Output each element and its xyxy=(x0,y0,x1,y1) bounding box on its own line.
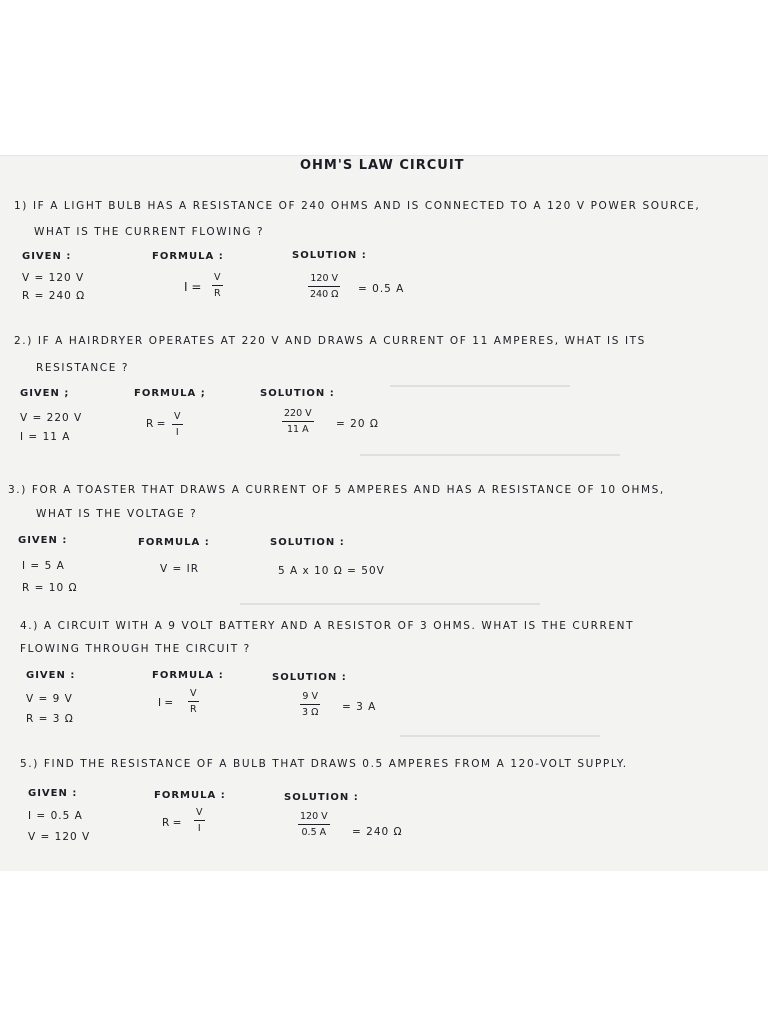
solution-label: SOLUTION : xyxy=(284,792,359,803)
solution-label: SOLUTION : xyxy=(260,388,335,399)
formula-fraction: V R xyxy=(214,272,221,299)
problem-2-question-line2: RESISTANCE ? xyxy=(36,362,130,374)
solution-fraction: 120 V 240 Ω xyxy=(310,273,339,300)
given-label: GIVEN : xyxy=(22,251,72,262)
given-label: GIVEN : xyxy=(26,670,76,681)
solution-result: = 0.5 A xyxy=(358,283,405,295)
formula-label: FORMULA : xyxy=(138,537,210,548)
solution-result: = 3 A xyxy=(342,701,377,713)
problem-5-question-line1: 5.) FIND THE RESISTANCE OF A BULB THAT DRAWS 0.5 AMPERES FROM A 120-VOLT SUPPLY. xyxy=(20,758,628,770)
formula-left: I = xyxy=(184,280,202,294)
given-value: V = 220 V xyxy=(20,412,83,424)
given-value: V = 9 V xyxy=(26,693,73,705)
formula-label: FORMULA : xyxy=(154,790,226,801)
problem-1-question-line1: 1) IF A LIGHT BULB HAS A RESISTANCE OF 240 OHMS AND IS CONNECTED TO A 120 V POWER SOURCE, xyxy=(14,200,701,212)
solution-fraction: 9 V 3 Ω xyxy=(302,691,319,718)
formula-label: FORMULA : xyxy=(152,670,224,681)
formula-fraction: V R xyxy=(190,688,197,715)
solution-label: SOLUTION : xyxy=(272,672,347,683)
formula-left: I = xyxy=(158,697,174,709)
given-value: I = 11 A xyxy=(20,431,71,443)
solution-fraction: 120 V 0.5 A xyxy=(300,811,328,838)
problem-1-question-line2: WHAT IS THE CURRENT FLOWING ? xyxy=(34,226,265,238)
formula-label: FORMULA ; xyxy=(134,388,206,399)
solution-result: 5 A x 10 Ω = 50V xyxy=(278,565,385,577)
formula-text: V = IR xyxy=(160,563,200,575)
formula-fraction: V I xyxy=(196,807,203,834)
solution-label: SOLUTION : xyxy=(270,537,345,548)
problem-3-question-line2: WHAT IS THE VOLTAGE ? xyxy=(36,508,198,520)
solution-result: = 240 Ω xyxy=(352,826,403,838)
formula-label: FORMULA : xyxy=(152,251,224,262)
given-value: V = 120 V xyxy=(28,831,91,843)
given-value: R = 10 Ω xyxy=(22,582,78,594)
given-value: I = 5 A xyxy=(22,560,65,572)
formula-left: R = xyxy=(162,817,182,829)
given-label: GIVEN : xyxy=(18,535,68,546)
given-value: V = 120 V xyxy=(22,272,85,284)
solution-result: = 20 Ω xyxy=(336,418,379,430)
solution-fraction: 220 V 11 A xyxy=(284,408,312,435)
given-label: GIVEN : xyxy=(28,788,78,799)
problem-3-question-line1: 3.) FOR A TOASTER THAT DRAWS A CURRENT OF 5 AMPERES AND HAS A RESISTANCE OF 10 OHMS, xyxy=(8,484,665,496)
given-value: R = 3 Ω xyxy=(26,713,74,725)
given-label: GIVEN ; xyxy=(20,388,70,399)
page-title: OHM'S LAW CIRCUIT xyxy=(300,158,465,173)
formula-left: R = xyxy=(146,418,166,430)
problem-2-question-line1: 2.) IF A HAIRDRYER OPERATES AT 220 V AND DRAWS A CURRENT OF 11 AMPERES, WHAT IS ITS xyxy=(14,335,646,347)
given-value: R = 240 Ω xyxy=(22,290,86,302)
formula-fraction: V I xyxy=(174,411,181,438)
problem-4-question-line2: FLOWING THROUGH THE CIRCUIT ? xyxy=(20,643,251,655)
given-value: I = 0.5 A xyxy=(28,810,83,822)
problem-4-question-line1: 4.) A CIRCUIT WITH A 9 VOLT BATTERY AND A RESISTOR OF 3 OHMS. WHAT IS THE CURRENT xyxy=(20,620,635,632)
solution-label: SOLUTION : xyxy=(292,250,367,261)
